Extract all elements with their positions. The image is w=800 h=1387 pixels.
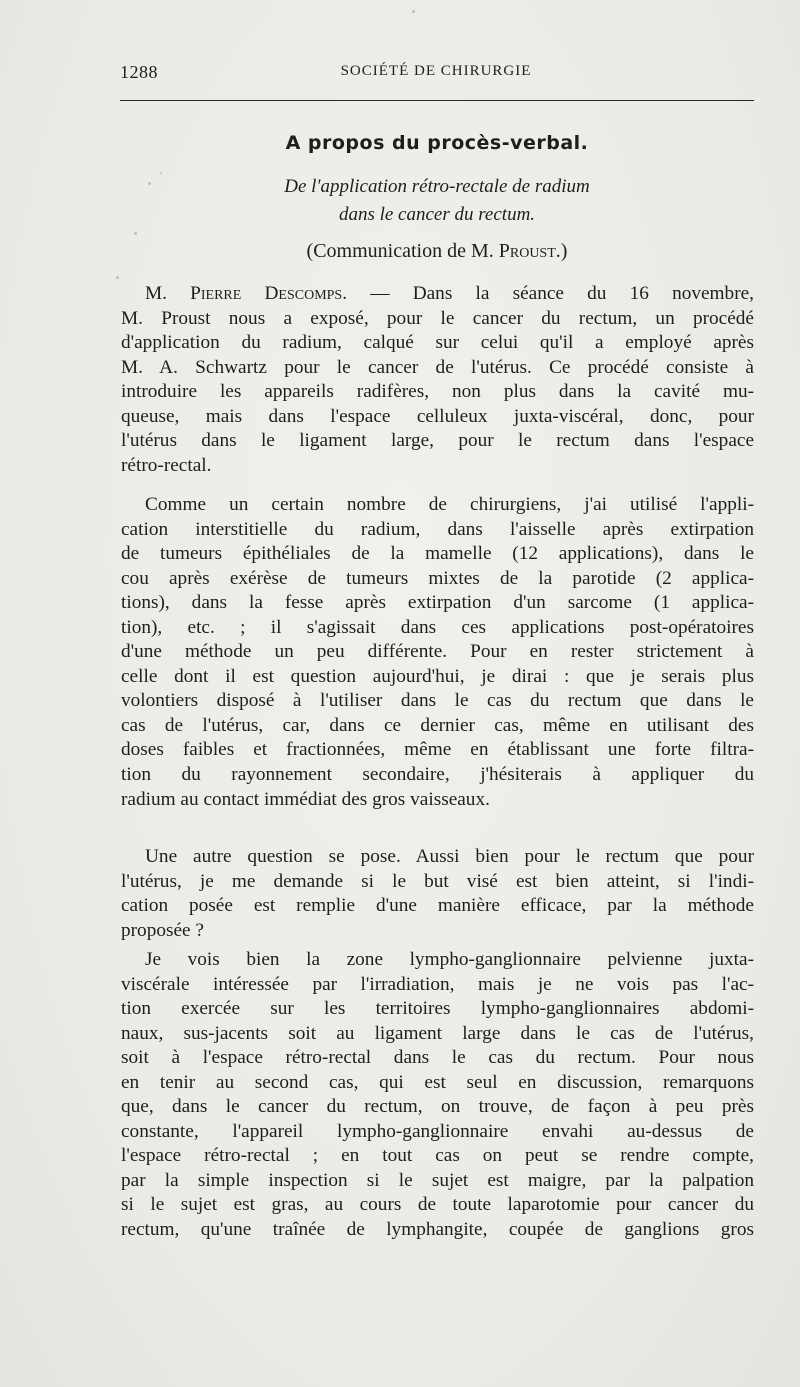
paragraph-line: Je vois bien la zone lympho-ganglionnaire pelvienne juxta- xyxy=(145,949,754,970)
paragraph-4 xyxy=(121,948,754,1243)
subtitle-line-2: dans le cancer du rectum. xyxy=(338,204,536,225)
communication-prefix: (Communication de M. xyxy=(306,240,499,262)
paragraph-line: tion), etc. ; il s'agissait dans ces applications post-opératoires xyxy=(121,616,754,638)
paragraph-line: doses faibles et fractionnées, même en établissant une forte filtra- xyxy=(121,739,754,761)
paragraph-line: celle dont il est question aujourd'hui, je dirai : que je serais plus xyxy=(121,665,754,687)
paragraph-line: viscérale intéressée par l'irradiation, mais je ne vois pas l'ac- xyxy=(121,973,754,995)
subtitle-line-1: De l'application rétro-rectale de radium xyxy=(284,176,590,197)
paragraph-line: d'une méthode un peu différente. Pour en rester strictement à xyxy=(121,641,754,663)
paragraph-2 xyxy=(121,493,754,812)
paragraph-line: tions), dans la fesse après extirpation d'un sarcome (1 applica- xyxy=(121,592,754,614)
paper-speck xyxy=(160,172,162,174)
paragraph-line: Comme un certain nombre de chirurgiens, j'ai utilisé l'appli- xyxy=(145,494,754,515)
paragraph-line: naux, sus-jacents soit au ligament large dans le cas de l'utérus, xyxy=(121,1022,754,1044)
paragraph-line: tion exercée sur les territoires lympho-ganglionnaires abdomi- xyxy=(121,998,754,1020)
paragraph-line: rectum, qu'une traînée de lymphangite, coupée de ganglions gros xyxy=(121,1219,754,1241)
paragraph-line: soit à l'espace rétro-rectal dans le cas du rectum. Pour nous xyxy=(121,1047,754,1069)
paragraph-line: Une autre question se pose. Aussi bien pour le rectum que pour xyxy=(145,846,754,867)
paragraph-line: cation posée est remplie d'une manière efficace, par la méthode xyxy=(121,895,754,917)
paragraph-line: queuse, mais dans l'espace celluleux juxta-viscéral, donc, pour xyxy=(121,405,754,427)
communication-suffix: .) xyxy=(555,240,568,262)
paragraph-line: proposée ? xyxy=(121,919,204,941)
journal-title: SOCIÉTÉ DE CHIRURGIE xyxy=(340,63,532,79)
section-title: A propos du procès-verbal. xyxy=(285,132,589,154)
paragraph-line: si le sujet est gras, au cours de toute laparotomie pour cancer du xyxy=(121,1194,754,1216)
paragraph-line: l'utérus dans le ligament large, pour le rectum dans l'espace xyxy=(121,430,754,452)
paragraph-line: cation interstitielle du radium, dans l'aisselle après extirpation xyxy=(121,518,754,540)
paragraph-line: l'utérus, je me demande si le but visé est bien atteint, si l'indi- xyxy=(121,870,754,892)
paragraph-line: rétro-rectal. xyxy=(121,454,212,476)
communication-attribution xyxy=(120,240,754,263)
paragraph-line: en tenir au second cas, qui est seul en discussion, remarquons xyxy=(121,1071,754,1093)
paragraph-line: l'espace rétro-rectal ; en tout cas on peut se rendre compte, xyxy=(121,1145,754,1167)
paragraph-line: cou après exérèse de tumeurs mixtes de la parotide (2 applica- xyxy=(121,567,754,589)
paragraph-line: cas de l'utérus, car, dans ce dernier cas, même en utilisant des xyxy=(121,714,754,736)
paper-speck xyxy=(412,10,415,13)
paragraph-line: tion du rayonnement secondaire, j'hésiterais à appliquer du xyxy=(121,764,754,786)
header-rule xyxy=(120,100,754,101)
page-number: 1288 xyxy=(120,62,158,82)
paper-speck xyxy=(116,276,119,279)
running-head xyxy=(118,62,754,86)
paper-speck xyxy=(148,182,151,185)
paragraph-line: introduire les appareils radifères, non plus dans la cavité mu- xyxy=(121,381,754,403)
paragraph-1 xyxy=(121,282,754,478)
paragraph-line: volontiers disposé à l'utiliser dans le cas du rectum que dans le xyxy=(121,690,754,712)
paragraph-line: radium au contact immédiat des gros vaisseaux. xyxy=(121,788,490,810)
paragraph-line: que, dans le cancer du rectum, on trouve, de façon à peu près xyxy=(121,1096,754,1118)
paragraph-3 xyxy=(121,845,754,943)
paragraph-line: par la simple inspection si le sujet est maigre, par la palpation xyxy=(121,1169,754,1191)
paragraph-line: constante, l'appareil lympho-ganglionnaire envahi au-dessus de xyxy=(121,1120,754,1142)
paragraph-line: M. Proust nous a exposé, pour le cancer du rectum, un procédé xyxy=(121,307,754,329)
paragraph-line-text: — Dans la séance du 16 novembre, xyxy=(347,283,754,304)
paragraph-line: M. A. Schwartz pour le cancer de l'utérus. Ce procédé consiste à xyxy=(121,356,754,378)
paper-speck xyxy=(134,232,137,235)
paragraph-line: de tumeurs épithéliales de la mamelle (12 applications), dans le xyxy=(121,543,754,565)
paragraph-line xyxy=(121,282,754,307)
speaker-name: M. Pierre Descomps. xyxy=(145,283,348,304)
communication-author: Proust xyxy=(498,240,556,262)
paragraph-line: d'application du radium, calqué sur celui qu'il a employé après xyxy=(121,332,754,354)
